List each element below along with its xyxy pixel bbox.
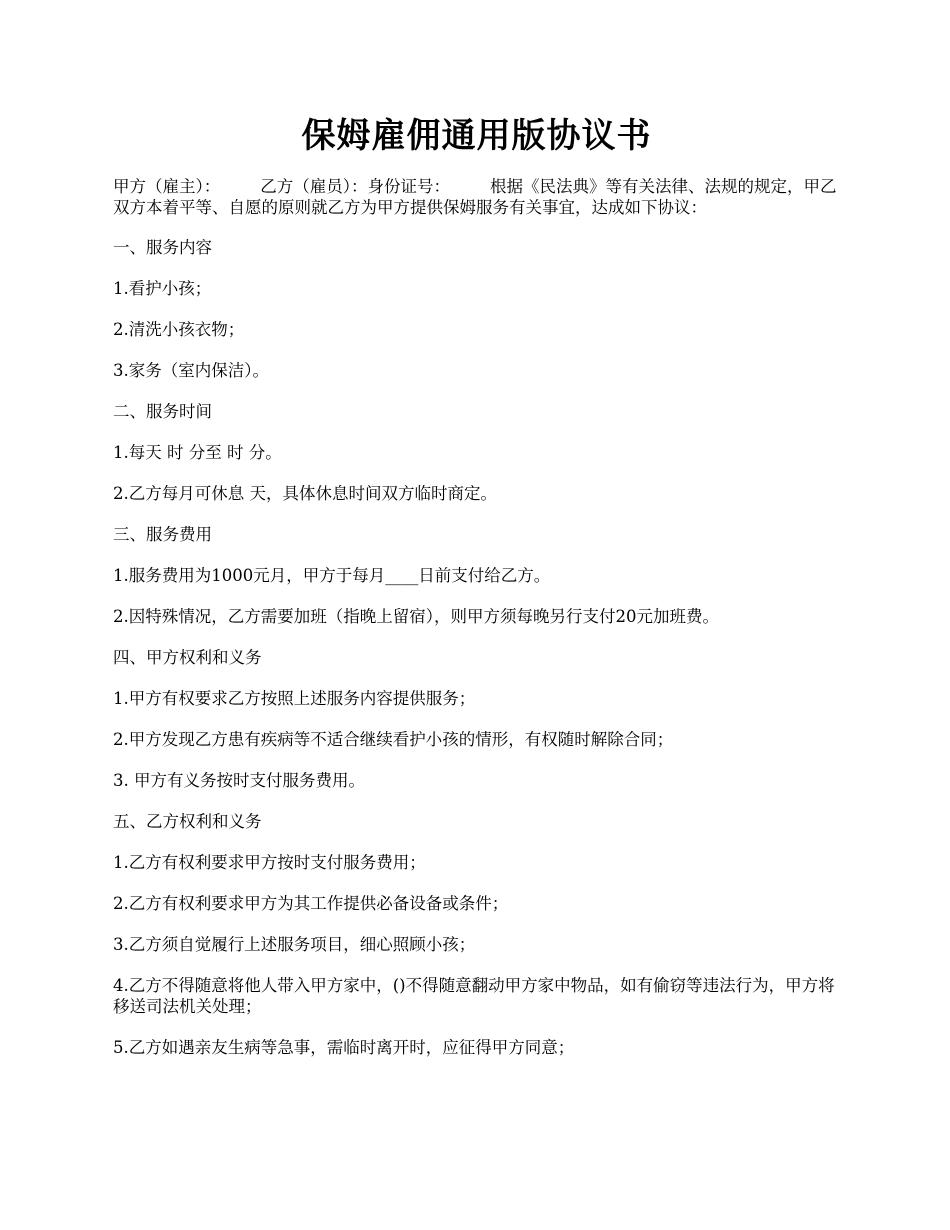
clause-paragraph: 3.乙方须自觉履行上述服务项目，细心照顾小孩； xyxy=(113,935,476,954)
clause-paragraph: 2.因特殊情况，乙方需要加班（指晚上留宿），则甲方须每晚另行支付20元加班费。 xyxy=(113,607,719,626)
clause-paragraph: 3. 甲方有义务按时支付服务费用。 xyxy=(113,771,365,790)
clause-paragraph: 2.清洗小孩衣物； xyxy=(113,320,245,339)
clause-paragraph: 3.家务（室内保洁）。 xyxy=(113,361,269,380)
section-heading-service-time: 二、服务时间 xyxy=(113,402,212,421)
section-heading-party-a-rights: 四、甲方权利和义务 xyxy=(113,648,262,667)
party-b-label: 乙方（雇员）： xyxy=(260,177,368,196)
document-title: 保姆雇佣通用版协议书 xyxy=(301,116,652,156)
clause-paragraph: 2.甲方发现乙方患有疾病等不适合继续看护小孩的情形，有权随时解除合同； xyxy=(113,730,674,749)
section-heading-service-fee: 三、服务费用 xyxy=(113,525,212,544)
clause-paragraph: 1.每天 时 分至 时 分。 xyxy=(113,443,282,462)
clause-paragraph: 2.乙方每月可休息 天，具体休息时间双方临时商定。 xyxy=(113,484,497,503)
clause-paragraph: 1.服务费用为1000元月，甲方于每月____日前支付给乙方。 xyxy=(113,566,551,585)
clause-paragraph: 5.乙方如遇亲友生病等急事，需临时离开时，应征得甲方同意； xyxy=(113,1038,575,1057)
document-page xyxy=(113,0,840,1058)
clause-paragraph: 1.乙方有权利要求甲方按时支付服务费用； xyxy=(113,853,426,872)
party-a-label: 甲方（雇主）： xyxy=(113,177,221,196)
clause-paragraph: 1.看护小孩； xyxy=(113,279,212,298)
clause-paragraph: 4.乙方不得随意将他人带入甲方家中，()不得随意翻动甲方家中物品，如有偷窃等违法行为，甲方将移送司法机关处理； xyxy=(113,976,835,1016)
clause-paragraph: 2.乙方有权利要求甲方为其工作提供必备设备或条件； xyxy=(113,894,509,913)
intro-text: 根据《民法典》等有关法律、法规的规定，甲乙双方本着平等、自愿的原则就乙方为甲方提供保姆服务有关事宜，达成如下协议： xyxy=(113,177,837,217)
id-number-label: 身份证号： xyxy=(367,177,450,196)
section-heading-party-b-rights: 五、乙方权利和义务 xyxy=(113,812,262,831)
clause-paragraph: 1.甲方有权要求乙方按照上述服务内容提供服务； xyxy=(113,689,476,708)
intro-paragraph xyxy=(113,176,840,218)
section-heading-service-content: 一、服务内容 xyxy=(113,238,212,257)
